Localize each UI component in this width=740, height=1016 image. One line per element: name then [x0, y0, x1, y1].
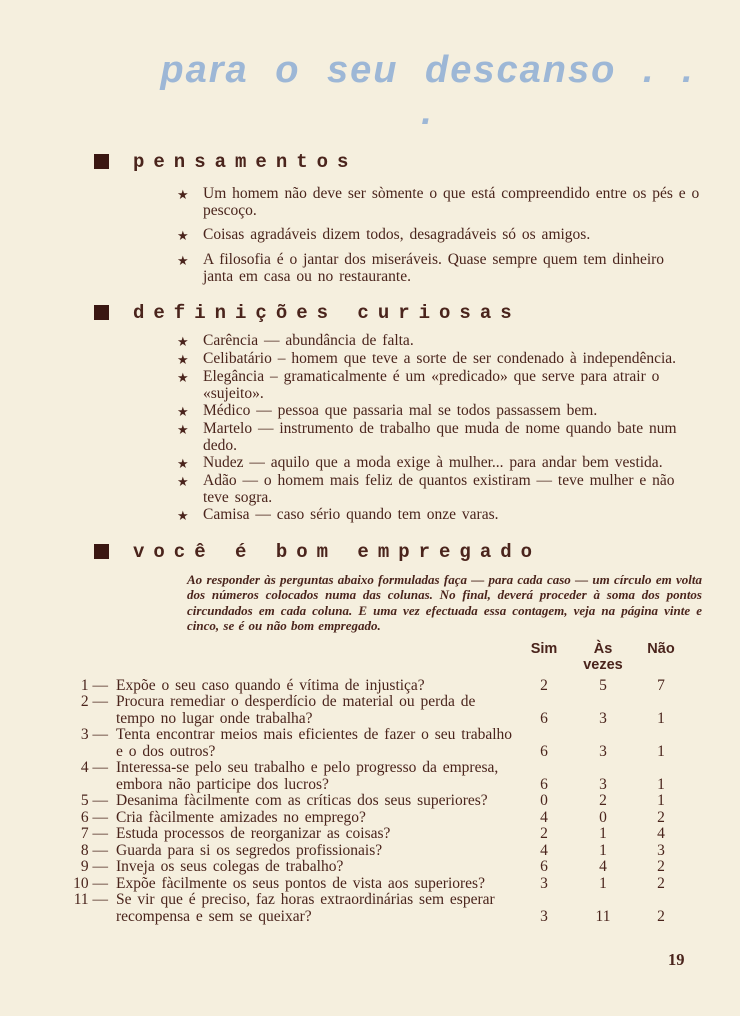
star-bullet-icon: ★: [177, 351, 189, 367]
question-number: 11 —: [73, 891, 108, 909]
list-item: [177, 506, 700, 524]
question-values: [516, 876, 688, 893]
section-heading-definicoes: [94, 302, 700, 324]
question-values: [516, 793, 688, 810]
question-number: 6 —: [80, 808, 108, 826]
value-as-vezes: 11: [595, 907, 611, 925]
list-item: [177, 185, 700, 219]
star-bullet-icon: ★: [177, 455, 189, 471]
question-row: [60, 727, 700, 760]
value-as-vezes: 2: [599, 792, 607, 810]
value-nao: 2: [657, 808, 665, 826]
definicao-text: Camisa — caso sério quando tem onze varas.: [203, 505, 499, 523]
list-item: [177, 368, 700, 402]
question-row: [60, 694, 700, 727]
question-text: Se vir que é preciso, faz horas extraordinárias sem esperar recompensa e sem se queixar?: [116, 891, 495, 925]
star-bullet-icon: ★: [177, 403, 189, 419]
question-number: 3 —: [80, 726, 108, 744]
list-item: [177, 251, 700, 285]
value-sim: 3: [540, 874, 548, 892]
value-as-vezes: 4: [599, 858, 607, 876]
questionnaire-table: [60, 641, 700, 926]
value-as-vezes: 1: [599, 841, 607, 859]
question-text: Tenta encontrar meios mais eficientes de fazer o seu trabalho e o dos outros?: [116, 726, 513, 760]
pensamento-text: Um homem não deve ser sòmente o que está compreendido entre os pés e o pescoço.: [203, 184, 700, 219]
value-sim: 3: [540, 907, 548, 925]
square-bullet-icon: [94, 544, 109, 559]
question-values: [516, 909, 688, 926]
question-number: 5 —: [80, 792, 108, 810]
pensamento-text: Coisas agradáveis dizem todos, desagradáveis só os amigos.: [203, 225, 591, 243]
questionnaire-instructions: Ao responder às perguntas abaixo formuladas faça — para cada caso — um círculo em volta dos números colocados numa das colunas. No final, deverá proceder à soma dos pontos circundados em cada coluna. E uma vez efectuada essa contagem, veja na página vinte e cinco, se é ou não bom empregado.: [187, 571, 702, 634]
star-bullet-icon: ★: [177, 473, 189, 489]
definicao-text: Carência — abundância de falta.: [203, 331, 414, 349]
square-bullet-icon: [94, 305, 109, 320]
value-nao: 4: [657, 825, 665, 843]
section-heading-pensamentos: [94, 151, 700, 173]
question-values: [516, 744, 688, 761]
question-row: [60, 876, 700, 893]
question-values: [516, 678, 688, 695]
value-nao: 2: [657, 858, 665, 876]
question-number: 8 —: [80, 841, 108, 859]
value-nao: 2: [657, 907, 665, 925]
question-number: 10 —: [73, 874, 108, 892]
question-values: [516, 859, 688, 876]
value-sim: 6: [540, 742, 548, 760]
definicao-text: Adão — o homem mais feliz de quantos existiram — teve mulher e não teve sogra.: [203, 471, 675, 506]
value-as-vezes: 3: [599, 709, 607, 727]
question-values: [516, 711, 688, 728]
value-nao: 1: [657, 792, 665, 810]
question-number: 9 —: [80, 858, 108, 876]
question-row: [60, 810, 700, 827]
column-header-nao: Não: [647, 640, 675, 657]
star-bullet-icon: ★: [177, 507, 189, 523]
pensamentos-list: [177, 185, 700, 285]
list-item: [177, 454, 700, 472]
section-title-definicoes: definições curiosas: [133, 301, 521, 324]
list-item: [177, 332, 700, 350]
value-nao: 2: [657, 874, 665, 892]
value-nao: 3: [657, 841, 665, 859]
list-item: [177, 402, 700, 420]
pensamento-text: A filosofia é o jantar dos miseráveis. Quase sempre quem tem dinheiro janta em casa ou no restaurante.: [203, 250, 665, 285]
question-text: Desanima fàcilmente com as críticas dos seus superiores?: [116, 792, 488, 810]
value-sim: 2: [540, 676, 548, 694]
value-as-vezes: 1: [599, 825, 607, 843]
question-row: [60, 826, 700, 843]
question-text: Estuda processos de reorganizar as coisas?: [116, 825, 391, 843]
question-values: [516, 843, 688, 860]
value-as-vezes: 3: [599, 742, 607, 760]
question-values: [516, 777, 688, 794]
question-row: [60, 859, 700, 876]
value-nao: 7: [657, 676, 665, 694]
value-nao: 1: [657, 709, 665, 727]
page-number: 19: [668, 950, 685, 969]
square-bullet-icon: [94, 154, 109, 169]
list-item: [177, 420, 700, 454]
definicao-text: Médico — pessoa que passaria mal se todos passassem bem.: [203, 401, 598, 419]
value-as-vezes: 0: [599, 808, 607, 826]
definicao-text: Elegância – gramaticalmente é um «predicado» que serve para atrair o «sujeito».: [203, 367, 660, 402]
question-row: [60, 843, 700, 860]
star-bullet-icon: ★: [177, 369, 189, 385]
question-text: Expõe fàcilmente os seus pontos de vista aos superiores?: [116, 874, 485, 892]
question-number: 7 —: [80, 825, 108, 843]
star-bullet-icon: ★: [177, 421, 189, 437]
star-bullet-icon: ★: [177, 227, 189, 243]
definicao-text: Martelo — instrumento de trabalho que muda de nome quando bate num dedo.: [203, 419, 677, 454]
star-bullet-icon: ★: [177, 333, 189, 349]
table-column-headers: [516, 641, 700, 673]
section-title-pensamentos: pensamentos: [133, 150, 358, 173]
column-header-sim: Sim: [530, 640, 558, 657]
value-as-vezes: 3: [599, 775, 607, 793]
value-as-vezes: 5: [599, 676, 607, 694]
list-item: [177, 472, 700, 506]
question-text: Procura remediar o desperdício de material ou perda de tempo no lugar onde trabalha?: [116, 693, 476, 727]
value-sim: 6: [540, 775, 548, 793]
value-as-vezes: 1: [599, 874, 607, 892]
question-text: Inveja os seus colegas de trabalho?: [116, 858, 344, 876]
question-number: 2 —: [80, 693, 108, 711]
value-nao: 1: [657, 775, 665, 793]
question-number: 1 —: [80, 676, 108, 694]
list-item: [177, 226, 700, 244]
value-nao: 1: [657, 742, 665, 760]
list-item: [177, 350, 700, 368]
value-sim: 6: [540, 858, 548, 876]
question-number: 4 —: [80, 759, 108, 777]
section-heading-questionario: [94, 541, 700, 563]
question-row: [60, 760, 700, 793]
column-header-as-vezes: Às vezes: [583, 640, 623, 673]
question-values: [516, 810, 688, 827]
question-row: [60, 793, 700, 810]
question-values: [516, 826, 688, 843]
value-sim: 0: [540, 792, 548, 810]
question-row: [60, 892, 700, 925]
question-text: Cria fàcilmente amizades no emprego?: [116, 808, 366, 826]
value-sim: 6: [540, 709, 548, 727]
star-bullet-icon: ★: [177, 186, 189, 202]
section-title-questionario: você é bom empregado: [133, 540, 542, 563]
question-text: Interessa-se pelo seu trabalho e pelo progresso da empresa, embora não participe dos lucros?: [116, 759, 499, 793]
definicao-text: Celibatário – homem que teve a sorte de ser condenado à independência.: [203, 349, 677, 367]
value-sim: 4: [540, 841, 548, 859]
question-text: Guarda para si os segredos profissionais?: [116, 841, 383, 859]
value-sim: 4: [540, 808, 548, 826]
definicao-text: Nudez — aquilo que a moda exige à mulher... para andar bem vestida.: [203, 453, 663, 471]
definicoes-list: [177, 332, 700, 524]
question-text: Expõe o seu caso quando é vítima de injustiça?: [116, 676, 425, 694]
star-bullet-icon: ★: [177, 252, 189, 268]
question-row: [60, 678, 700, 695]
page-title: para o seu descanso . . .: [160, 49, 695, 133]
value-sim: 2: [540, 825, 548, 843]
